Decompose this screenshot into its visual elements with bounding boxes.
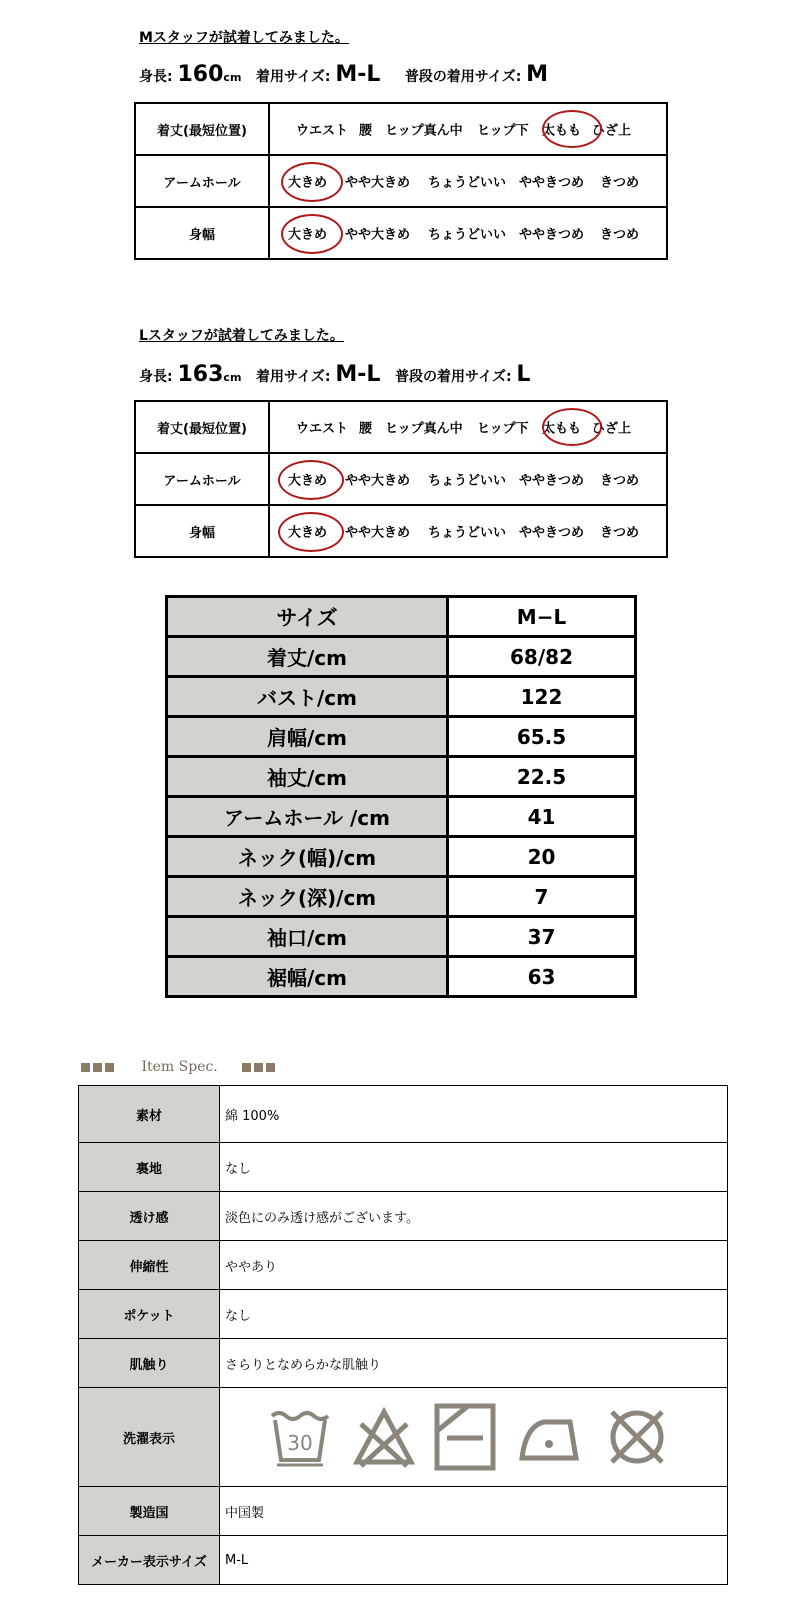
size-value: 68/82 <box>448 637 636 677</box>
size-value: 20 <box>448 837 636 877</box>
l-staff-title: Lスタッフが試着してみました。 <box>139 328 344 344</box>
size-label: アームホール /cm <box>167 797 448 837</box>
size-value: M-L <box>335 362 381 387</box>
shade-dry-icon <box>434 1403 496 1471</box>
option-hip-bottom: ヒップ下 <box>477 123 529 139</box>
option-just-right: ちょうどいい <box>428 473 507 489</box>
fit-options <box>269 207 667 259</box>
size-value: 65.5 <box>448 717 636 757</box>
size-row-shoulder <box>167 717 636 757</box>
fit-label: アームホール <box>135 155 269 207</box>
usual-size-value: L <box>516 362 531 387</box>
fit-options <box>269 401 667 453</box>
usual-size-label: 普段の着用サイズ: <box>404 69 522 85</box>
size-header-label: サイズ <box>167 597 448 637</box>
size-row-neck-depth <box>167 877 636 917</box>
fit-options <box>269 103 667 155</box>
option-just-right: ちょうどいい <box>428 227 507 243</box>
usual-size-value: M <box>526 62 549 87</box>
item-spec-title: Item Spec. <box>141 1059 218 1075</box>
square-icon <box>242 1063 251 1072</box>
spec-value: 中国製 <box>220 1487 728 1536</box>
option-large: 大きめ <box>288 525 328 541</box>
selected-circle <box>542 110 602 148</box>
option-tight: きつめ <box>600 227 640 243</box>
size-header-row <box>167 597 636 637</box>
m-staff-info <box>139 62 548 87</box>
spec-row-maker-size <box>79 1536 728 1585</box>
size-header-value: M−L <box>448 597 636 637</box>
option-large: 大きめ <box>288 175 328 191</box>
option-thigh: 太もも <box>542 421 582 437</box>
item-spec-heading <box>81 1059 278 1075</box>
square-icon <box>81 1063 90 1072</box>
height-unit: cm <box>223 371 242 384</box>
fit-row-width <box>135 505 667 557</box>
no-bleach-icon <box>353 1406 415 1468</box>
size-label: 袖丈/cm <box>167 757 448 797</box>
spec-label: 肌触り <box>79 1339 220 1388</box>
option-just-right: ちょうどいい <box>428 175 507 191</box>
selected-circle <box>281 162 343 202</box>
height-label: 身長: <box>139 69 173 85</box>
spec-label: ポケット <box>79 1290 220 1339</box>
option-slightly-tight: ややきつめ <box>519 525 585 541</box>
option-slightly-large: やや大きめ <box>345 473 411 489</box>
spec-row-origin <box>79 1487 728 1536</box>
spec-row-texture <box>79 1339 728 1388</box>
spec-value: なし <box>220 1143 728 1192</box>
option-tight: きつめ <box>600 175 640 191</box>
fit-row-armhole <box>135 453 667 505</box>
spec-value: なし <box>220 1290 728 1339</box>
size-value: 22.5 <box>448 757 636 797</box>
size-label: 裾幅/cm <box>167 957 448 997</box>
option-above-knee: ひざ上 <box>592 123 632 139</box>
fit-row-armhole <box>135 155 667 207</box>
spec-label: メーカー表示サイズ <box>79 1536 220 1585</box>
selected-circle <box>278 460 344 500</box>
height-value: 160 <box>177 62 224 87</box>
selected-circle <box>278 512 344 552</box>
option-slightly-tight: ややきつめ <box>519 227 585 243</box>
no-dryclean-icon <box>606 1406 668 1468</box>
option-slightly-large: やや大きめ <box>345 227 411 243</box>
fit-options <box>269 505 667 557</box>
option-above-knee: ひざ上 <box>592 421 632 437</box>
size-label: 着用サイズ: <box>256 69 331 85</box>
spec-row-lining <box>79 1143 728 1192</box>
wash-30-icon <box>269 1406 331 1468</box>
m-staff-title: Mスタッフが試着してみました。 <box>139 30 349 46</box>
option-slightly-tight: ややきつめ <box>519 175 585 191</box>
svg-text:30: 30 <box>287 1431 313 1455</box>
spec-value: M-L <box>220 1536 728 1585</box>
spec-row-stretch <box>79 1241 728 1290</box>
option-waist: ウエスト <box>296 123 349 139</box>
size-value: M-L <box>335 62 381 87</box>
spec-value: 綿 100% <box>220 1086 728 1143</box>
spec-row-pocket <box>79 1290 728 1339</box>
item-spec-table <box>78 1085 728 1585</box>
square-icon <box>93 1063 102 1072</box>
fit-label: 身幅 <box>135 505 269 557</box>
height-value: 163 <box>177 362 224 387</box>
square-icon <box>266 1063 275 1072</box>
spec-row-material <box>79 1086 728 1143</box>
option-large: 大きめ <box>288 227 328 243</box>
spec-label: 伸縮性 <box>79 1241 220 1290</box>
size-row-neck-width <box>167 837 636 877</box>
option-hip-top: 腰 <box>359 421 373 437</box>
fit-row-length <box>135 103 667 155</box>
option-waist: ウエスト <box>296 421 349 437</box>
option-just-right: ちょうどいい <box>428 525 507 541</box>
size-value: 37 <box>448 917 636 957</box>
spec-label: 製造国 <box>79 1487 220 1536</box>
size-row-cuff <box>167 917 636 957</box>
spec-value: 淡色にのみ透け感がございます。 <box>220 1192 728 1241</box>
fit-options <box>269 155 667 207</box>
spec-row-care <box>79 1388 728 1487</box>
fit-label: 着丈(最短位置) <box>135 103 269 155</box>
size-table <box>165 595 637 998</box>
option-slightly-large: やや大きめ <box>345 175 411 191</box>
option-tight: きつめ <box>600 525 640 541</box>
fit-row-length <box>135 401 667 453</box>
iron-low-icon <box>518 1412 580 1462</box>
option-tight: きつめ <box>600 473 640 489</box>
spec-value: さらりとなめらかな肌触り <box>220 1339 728 1388</box>
fit-row-width <box>135 207 667 259</box>
l-staff-fit-table <box>134 400 668 558</box>
care-icons <box>220 1388 728 1487</box>
size-label: 着用サイズ: <box>256 369 331 385</box>
size-row-hem-width <box>167 957 636 997</box>
selected-circle <box>281 214 343 254</box>
option-thigh: 太もも <box>542 123 582 139</box>
size-label: 袖口/cm <box>167 917 448 957</box>
size-value: 122 <box>448 677 636 717</box>
size-label: 肩幅/cm <box>167 717 448 757</box>
option-hip-middle: ヒップ真ん中 <box>385 123 463 139</box>
fit-label: アームホール <box>135 453 269 505</box>
fit-label: 身幅 <box>135 207 269 259</box>
spec-label: 素材 <box>79 1086 220 1143</box>
size-value: 41 <box>448 797 636 837</box>
spec-value: ややあり <box>220 1241 728 1290</box>
m-staff-fit-table <box>134 102 668 260</box>
size-row-armhole <box>167 797 636 837</box>
square-icon <box>105 1063 114 1072</box>
size-label: ネック(深)/cm <box>167 877 448 917</box>
option-slightly-tight: ややきつめ <box>519 473 585 489</box>
option-large: 大きめ <box>288 473 328 489</box>
height-unit: cm <box>223 71 242 84</box>
height-label: 身長: <box>139 369 173 385</box>
size-row-sleeve-length <box>167 757 636 797</box>
spec-label: 裏地 <box>79 1143 220 1192</box>
selected-circle <box>542 408 602 446</box>
square-icon <box>254 1063 263 1072</box>
fit-options <box>269 453 667 505</box>
l-staff-info <box>139 362 530 387</box>
size-label: ネック(幅)/cm <box>167 837 448 877</box>
option-hip-top: 腰 <box>359 123 373 139</box>
size-label: バスト/cm <box>167 677 448 717</box>
size-value: 63 <box>448 957 636 997</box>
size-row-bust <box>167 677 636 717</box>
size-value: 7 <box>448 877 636 917</box>
spec-label: 洗濯表示 <box>79 1388 220 1487</box>
option-slightly-large: やや大きめ <box>345 525 411 541</box>
option-hip-middle: ヒップ真ん中 <box>385 421 463 437</box>
usual-size-label: 普段の着用サイズ: <box>395 369 512 385</box>
spec-row-sheerness <box>79 1192 728 1241</box>
fit-label: 着丈(最短位置) <box>135 401 269 453</box>
option-hip-bottom: ヒップ下 <box>477 421 529 437</box>
spec-label: 透け感 <box>79 1192 220 1241</box>
size-label: 着丈/cm <box>167 637 448 677</box>
size-row-length <box>167 637 636 677</box>
